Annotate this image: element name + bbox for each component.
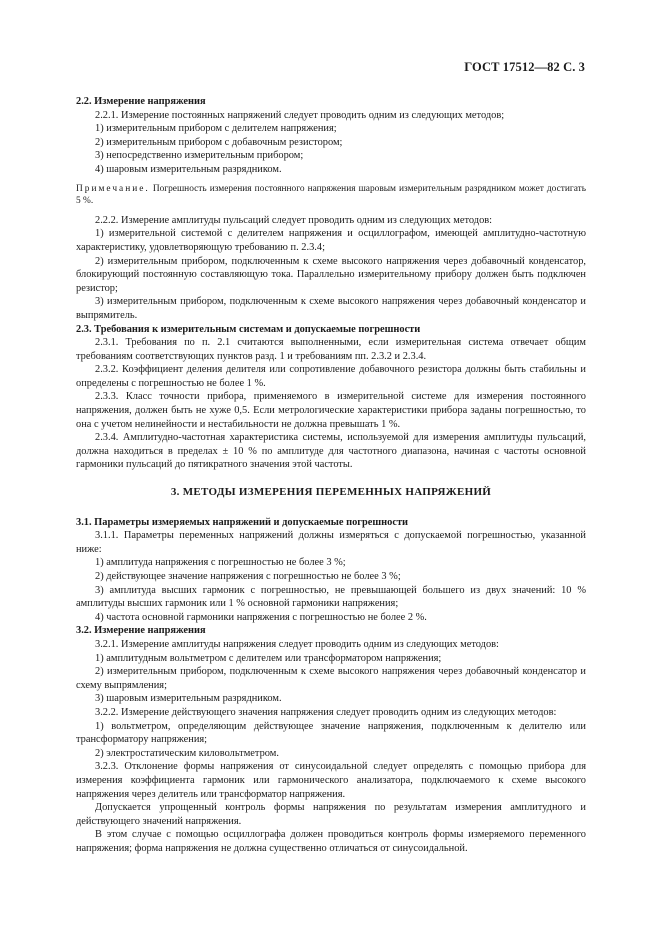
note-label: Примечание. [76,183,150,194]
heading-3-2: 3.2. Измерение напряжения [76,625,206,637]
list-item: 2) электростатическим киловольтметром. [95,747,279,759]
note [76,183,586,208]
list-item: 1) измерительной системой с делителем напряжения и осциллографом, имеющей амплитудно-частотную характеристику, удовлетворяющую требованию п. 2.3.4; [76,228,586,253]
paragraph-2-3-4: 2.3.4. Амплитудно-частотная характеристика системы, используемой для измерения амплитуды пульсаций, должна находиться в пределах ± 10 % по амплитуде для частотного диапазона, начиная с частоты основной гармоники пульсаций до пятикратного значения этой частоты. [76,432,586,471]
list-item: 2) измерительным прибором с добавочным резистором; [95,136,343,148]
list-item: 1) вольтметром, определяющим действующее значение напряжения, подключенным к делителю или трансформатору напряжения; [76,720,586,746]
paragraph-2-3-1: 2.3.1. Требования по п. 2.1 считаются выполненными, если измерительная система отвечает общим требованиям соответствующих пунктов разд. 1 и требованиям пп. 2.3.2 и 2.3.4. [76,337,586,362]
list-item: 2) измерительным прибором, подключенным к схеме высокого напряжения через добавочный конденсатор и схему выпрямления; [76,666,586,691]
list-item: 3) непосредственно измерительным прибором; [95,150,304,162]
list-item: 1) амплитудным вольтметром с делителем или трансформатором напряжения; [95,652,442,664]
document-body [76,95,586,855]
heading-2-2: 2.2. Измерение напряжения [76,96,206,107]
list-item: 2) действующее значение напряжения с погрешностью не более 3 %; [95,571,401,582]
paragraph-2-2-1: 2.2.1. Измерение постоянных напряжений следует проводить одним из следующих методов; [95,109,505,121]
list-item: 1) амплитуда напряжения с погрешностью не более 3 %; [95,557,346,569]
list-item: 3) шаровым измерительным разрядником. [95,693,282,705]
heading-2-3: 2.3. Требования к измерительным системам и допускаемые погрешности [76,323,421,335]
paragraph-3-2-1: 3.2.1. Измерение амплитуды напряжения следует проводить одним из следующих методов: [95,638,499,650]
list-item: 4) шаровым измерительным разрядником. [95,163,282,175]
list-item: 3) амплитуда высших гармоник с погрешностью, не превышающей большего из двух значений: 10 % амплитуды высших гармоник или 1 % основной гармоники напряжения; [76,584,586,610]
list-item: 1) измерительным прибором с делителем напряжения; [95,123,337,135]
note-text: Погрешность измерения постоянного напряжения шаровым измерительным разрядником может достигать 5 %. [76,183,587,207]
paragraph-2-2-2: 2.2.2. Измерение амплитуды пульсаций следует проводить одним из следующих методов: [95,214,493,226]
paragraph-3-2-2: 3.2.2. Измерение действующего значения напряжения следует проводить одним из следующих методов: [95,706,557,718]
paragraph: Допускается упрощенный контроль формы напряжения по результатам измерения амплитудного и действующего значений напряжения. [76,802,586,827]
heading-3-1: 3.1. Параметры измеряемых напряжений и допускаемые погрешности [76,516,409,528]
paragraph: В этом случае с помощью осциллографа должен проводиться контроль формы измеряемого переменного напряжения; форма напряжения не должна существенно отличаться от синусоидальной. [76,829,586,854]
list-item: 2) измерительным прибором, подключенным к схеме высокого напряжения через добавочный конденсатор, блокирующий постоянную составляющую тока. Параллельно измерительному прибору должен быть подключен резистор; [76,255,586,294]
page-header: ГОСТ 17512—82 С. 3 [464,60,585,74]
paragraph-2-3-2: 2.3.2. Коэффициент деления делителя или сопротивление добавочного резистора должны быть стабильны и определены с погрешностью не более 1 %. [76,364,586,389]
list-item: 4) частота основной гармоники напряжения с погрешностью не более 2 %. [95,611,427,623]
paragraph-2-3-3: 2.3.3. Класс точности прибора, применяемого в измерительной системе для измерения постоянного напряжения, должен быть не хуже 0,5. Если метрологические характеристики прибора заданы погрешностью, то она с учетом нелинейности и нестабильности не должна превышать 1 %. [76,391,586,430]
paragraph-3-2-3: 3.2.3. Отклонение формы напряжения от синусоидальной следует определять с помощью прибора для измерения коэффициента гармоник или гармонического анализатора, подключаемого к схеме высокого напряжения через делитель или трансформатор напряжения. [76,761,586,800]
section-title-3: 3. МЕТОДЫ ИЗМЕРЕНИЯ ПЕРЕМЕННЫХ НАПРЯЖЕНИЙ [170,486,492,499]
paragraph-3-1-1: 3.1.1. Параметры переменных напряжений должны измеряться с допускаемой погрешностью, указанной ниже: [76,530,586,555]
list-item: 3) измерительным прибором, подключенным к схеме высокого напряжения через добавочный конденсатор и выпрямитель. [76,296,586,321]
